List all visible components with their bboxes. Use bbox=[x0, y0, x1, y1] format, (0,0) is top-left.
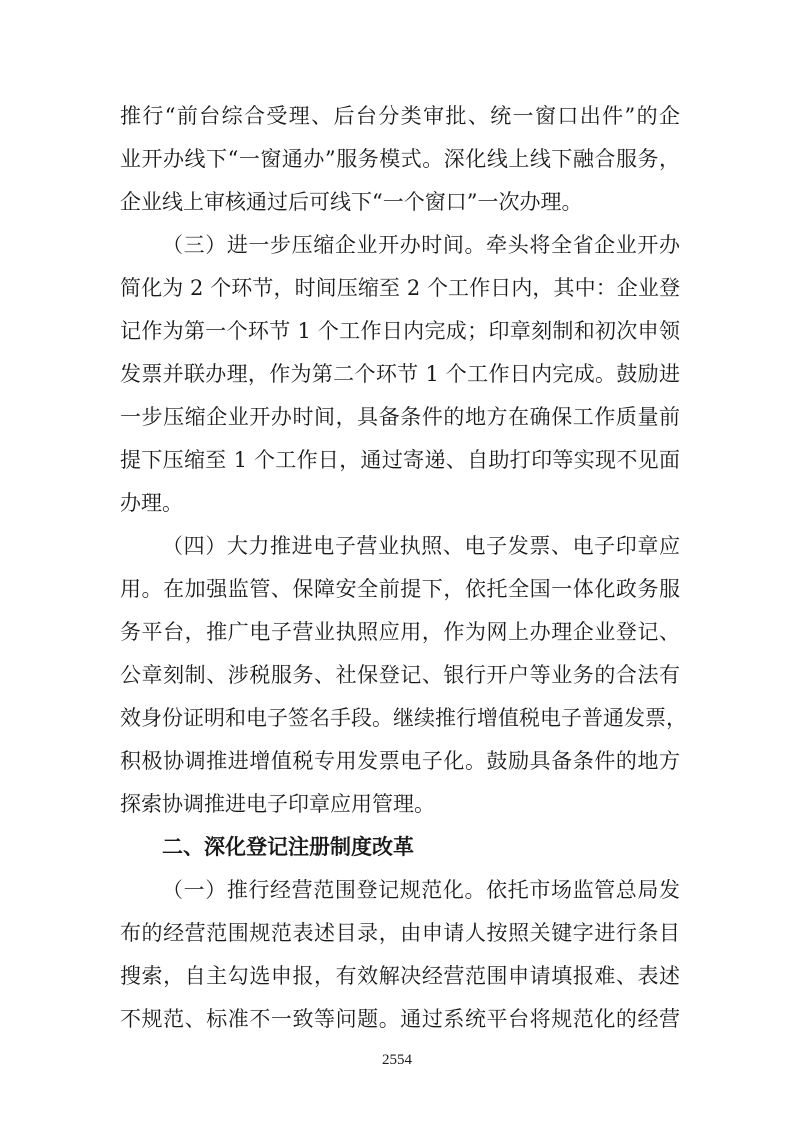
paragraph-4-line: 搜索，自主勾选申报，有效解决经营范围申请填报难、表述 bbox=[120, 964, 680, 988]
paragraph-3-line: 务平台，推广电子营业执照应用，作为网上办理企业登记、 bbox=[120, 620, 680, 644]
paragraph-2-line: 记作为第一个环节 1 个工作日内完成；印章刻制和初次申领 bbox=[120, 319, 680, 343]
paragraph-2-line: 简化为 2 个环节，时间压缩至 2 个工作日内，其中：企业登 bbox=[120, 276, 680, 300]
paragraph-3-line: 公章刻制、涉税服务、社保登记、银行开户等业务的合法有 bbox=[120, 663, 680, 687]
paragraph-3-line: 效身份证明和电子签名手段。继续推行增值税电子普通发票， bbox=[120, 706, 687, 730]
paragraph-2-line: 一步压缩企业开办时间，具备条件的地方在确保工作质量前 bbox=[120, 405, 680, 429]
paragraph-3-line: 用。在加强监管、保障安全前提下，依托全国一体化政务服 bbox=[120, 577, 680, 601]
paragraph-4-line: （一）推行经营范围登记规范化。依托市场监管总局发 bbox=[162, 878, 680, 902]
paragraph-2-line: 办理。 bbox=[120, 491, 183, 515]
paragraph-2-line: 提下压缩至 1 个工作日，通过寄递、自助打印等实现不见面 bbox=[120, 448, 680, 472]
paragraph-1-line: 业开办线下“一窗通办”服务模式。深化线上线下融合服务， bbox=[120, 147, 680, 171]
paragraph-4-line: 布的经营范围规范表述目录，由申请人按照关键字进行条目 bbox=[120, 921, 680, 945]
page-number: 2554 bbox=[382, 1052, 412, 1068]
paragraph-3-line: （四）大力推进电子营业执照、电子发票、电子印章应 bbox=[162, 534, 680, 558]
paragraph-2-line: 发票并联办理，作为第二个环节 1 个工作日内完成。鼓励进 bbox=[120, 362, 680, 386]
paragraph-3-line: 积极协调推进增值税专用发票电子化。鼓励具备条件的地方 bbox=[120, 749, 680, 773]
paragraph-2-line: （三）进一步压缩企业开办时间。牵头将全省企业开办 bbox=[162, 233, 680, 257]
section-heading: 二、深化登记注册制度改革 bbox=[162, 835, 414, 859]
paragraph-1-line: 企业线上审核通过后可线下“一个窗口”一次办理。 bbox=[120, 190, 583, 214]
paragraph-1-line: 推行“前台综合受理、后台分类审批、统一窗口出件”的企 bbox=[120, 104, 680, 128]
paragraph-4-line: 不规范、标准不一致等问题。通过系统平台将规范化的经营 bbox=[120, 1007, 680, 1031]
paragraph-3-line: 探索协调推进电子印章应用管理。 bbox=[120, 792, 435, 816]
